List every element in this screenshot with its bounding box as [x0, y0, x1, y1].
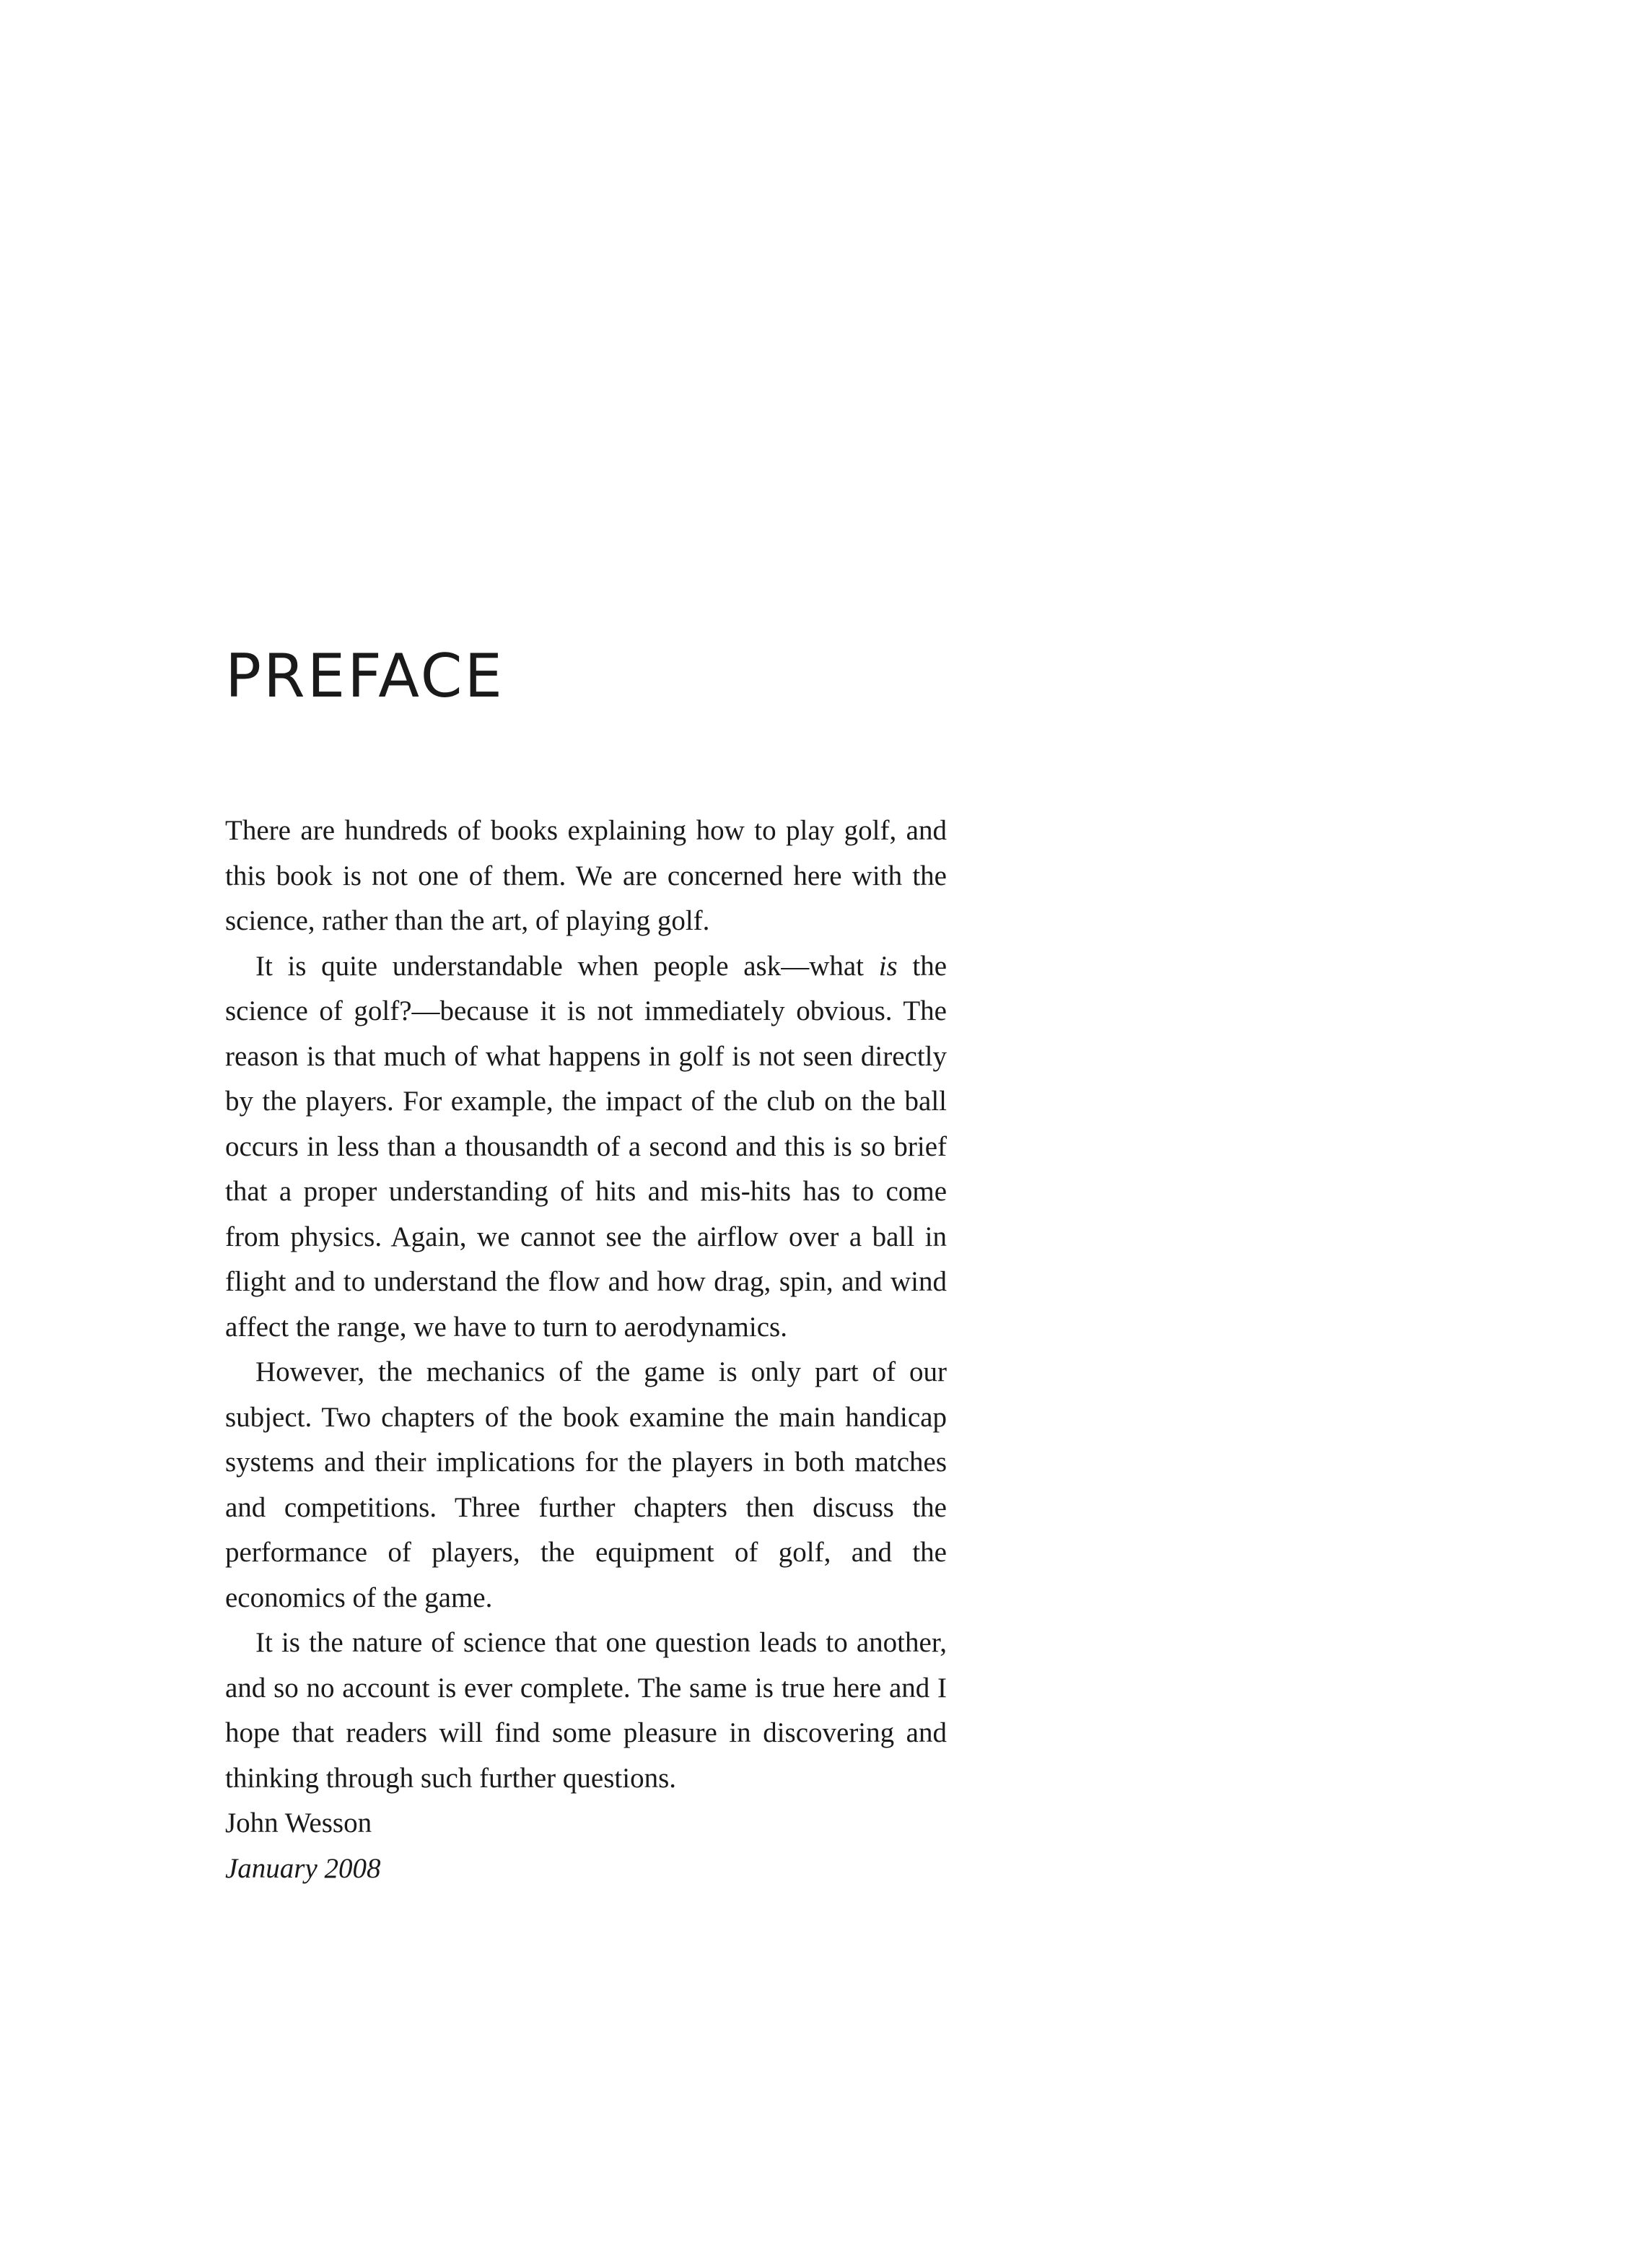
paragraph-2-emphasis: is: [878, 950, 898, 982]
page-title: PREFACE: [225, 641, 505, 711]
signature-date: January 2008: [225, 1852, 381, 1884]
paragraph-1: There are hundreds of books explaining how to play golf, and this book is not one of them. We are concerned here with the science, rather than the art, of playing golf.: [225, 815, 947, 936]
paragraph-3: However, the mechanics of the game is only part of our subject. Two chapters of the book examine the main handicap systems and their implications for the players in both matches and competitions. Three further chapters then discuss the performance of players, the equipment of golf, and the economics of the game.: [225, 1356, 947, 1613]
paragraph-2: [225, 944, 947, 1351]
document-page: [225, 0, 947, 2268]
preface-body: [225, 808, 947, 1891]
paragraph-2-part-2: the science of golf?—because it is not immediately obvious. The reason is that much of what happens in golf is not seen directly by the players. For example, the impact of the club on the ball occurs in less than a thousandth of a second and this is so brief that a proper understanding of hits and mis-hits has to come from physics. Again, we cannot see the airflow over a ball in flight and to understand the flow and how drag, spin, and wind affect the range, we have to turn to aerodynamics.: [225, 950, 947, 1343]
author-name: John Wesson: [225, 1807, 372, 1839]
paragraph-2-part-1: It is quite understandable when people ask—what: [255, 950, 879, 982]
paragraph-4: It is the nature of science that one question leads to another, and so no account is ever complete. The same is true here and I hope that readers will find some pleasure in discovering and thinking through such further questions.: [225, 1627, 947, 1794]
